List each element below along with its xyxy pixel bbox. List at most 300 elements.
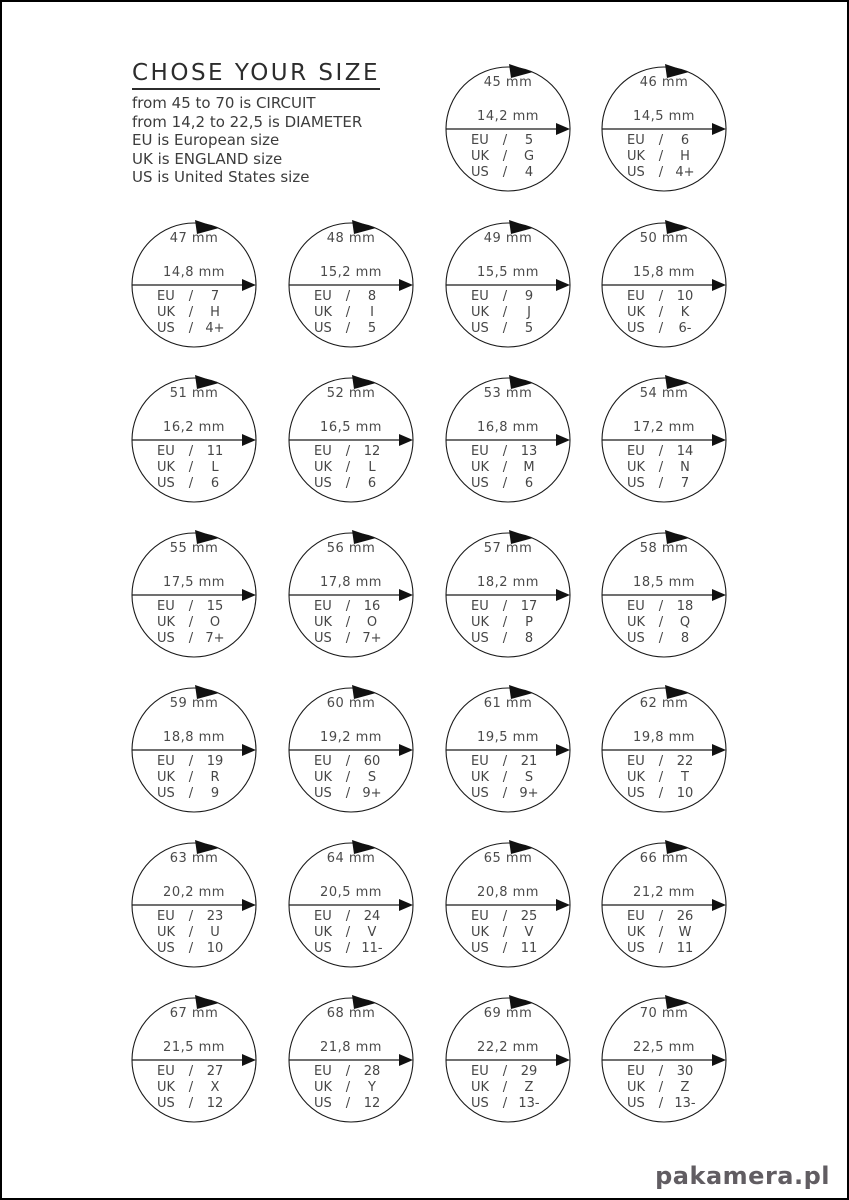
us-label: US (627, 476, 645, 491)
separator: / (188, 786, 194, 801)
size-row-us (129, 1096, 259, 1112)
size-row-uk (443, 925, 573, 941)
ring-54mm (599, 375, 729, 505)
uk-value: Q (679, 615, 691, 630)
separator: / (345, 444, 351, 459)
ring-size-lines (286, 599, 416, 647)
header-line-diameter: from 14,2 to 22,5 is DIAMETER (132, 112, 363, 131)
uk-value: P (525, 615, 533, 630)
ring-circumference-label: 50 mm (639, 231, 689, 246)
size-row-uk (286, 460, 416, 476)
us-value: 13- (518, 1096, 540, 1111)
ring-60mm (286, 685, 416, 815)
separator: / (345, 909, 351, 924)
size-row-eu (286, 909, 416, 925)
separator: / (188, 925, 194, 940)
uk-label: UK (157, 305, 176, 320)
us-label: US (314, 786, 332, 801)
eu-value: 23 (206, 909, 224, 924)
ring-diameter-label: 18,8 mm (163, 730, 225, 745)
size-row-uk (286, 770, 416, 786)
ring-53mm (443, 375, 573, 505)
uk-label: UK (627, 925, 646, 940)
ring-50mm (599, 220, 729, 350)
uk-label: UK (157, 1080, 176, 1095)
size-row-us (443, 1096, 573, 1112)
size-row-us (599, 476, 729, 492)
us-value: 6 (367, 476, 377, 491)
ring-diameter-label: 22,5 mm (633, 1040, 695, 1055)
eu-value: 27 (206, 1064, 224, 1079)
ring-circumference-label: 56 mm (326, 541, 376, 556)
ring-diameter-label: 19,5 mm (477, 730, 539, 745)
size-row-us (286, 1096, 416, 1112)
size-row-uk (129, 770, 259, 786)
ring-diameter-label: 22,2 mm (477, 1040, 539, 1055)
ring-circumference-label: 46 mm (639, 75, 689, 90)
size-row-eu (443, 754, 573, 770)
size-row-uk (443, 305, 573, 321)
eu-label: EU (471, 754, 489, 769)
size-row-uk (599, 305, 729, 321)
ring-diameter-label: 21,5 mm (163, 1040, 225, 1055)
size-row-uk (599, 460, 729, 476)
us-value: 12 (363, 1096, 381, 1111)
eu-value: 29 (520, 1064, 538, 1079)
ring-size-lines (286, 909, 416, 957)
size-row-eu (129, 1064, 259, 1080)
separator: / (345, 1080, 351, 1095)
us-value: 9+ (362, 786, 382, 801)
size-row-uk (129, 925, 259, 941)
separator: / (188, 941, 194, 956)
us-label: US (471, 631, 489, 646)
size-row-eu (443, 133, 573, 149)
ring-diameter-label: 20,2 mm (163, 885, 225, 900)
size-row-eu (286, 754, 416, 770)
size-row-us (599, 165, 729, 181)
header-line-eu: EU is European size (132, 131, 280, 149)
eu-value: 25 (520, 909, 538, 924)
size-row-us (599, 321, 729, 337)
ring-diameter-label: 18,5 mm (633, 575, 695, 590)
eu-label: EU (471, 444, 489, 459)
size-row-us (129, 321, 259, 337)
us-value: 12 (206, 1096, 224, 1111)
separator: / (502, 305, 508, 320)
ring-size-lines (286, 1064, 416, 1112)
separator: / (658, 460, 664, 475)
ring-55mm (129, 530, 259, 660)
ring-diameter-label: 18,2 mm (477, 575, 539, 590)
uk-label: UK (314, 305, 333, 320)
uk-value: O (209, 615, 221, 630)
us-value: 4+ (205, 321, 225, 336)
uk-value: X (210, 1080, 220, 1095)
size-row-us (129, 631, 259, 647)
size-row-us (443, 321, 573, 337)
ring-diameter-label: 14,5 mm (633, 109, 695, 124)
separator: / (502, 165, 508, 180)
uk-label: UK (627, 149, 646, 164)
ring-circumference-label: 59 mm (169, 696, 219, 711)
ring-circumference-label: 68 mm (326, 1006, 376, 1021)
ring-circumference-label: 58 mm (639, 541, 689, 556)
ring-circumference-label: 66 mm (639, 851, 689, 866)
ring-size-lines (443, 444, 573, 492)
uk-value: J (527, 305, 531, 320)
separator: / (345, 770, 351, 785)
uk-value: G (523, 149, 535, 164)
size-row-us (599, 786, 729, 802)
eu-value: 24 (363, 909, 381, 924)
ring-circumference-label: 67 mm (169, 1006, 219, 1021)
ring-67mm (129, 995, 259, 1125)
size-row-eu (129, 444, 259, 460)
size-row-us (443, 941, 573, 957)
size-row-us (599, 631, 729, 647)
ring-56mm (286, 530, 416, 660)
eu-label: EU (157, 1064, 175, 1079)
us-label: US (157, 631, 175, 646)
size-row-eu (443, 444, 573, 460)
uk-label: UK (627, 460, 646, 475)
size-row-eu (286, 1064, 416, 1080)
size-row-eu (443, 599, 573, 615)
separator: / (502, 599, 508, 614)
ring-48mm (286, 220, 416, 350)
uk-label: UK (471, 615, 490, 630)
ring-size-lines (129, 289, 259, 337)
separator: / (188, 460, 194, 475)
separator: / (502, 149, 508, 164)
size-row-eu (129, 599, 259, 615)
size-row-uk (599, 615, 729, 631)
separator: / (188, 615, 194, 630)
separator: / (502, 754, 508, 769)
uk-label: UK (471, 149, 490, 164)
ring-diameter-label: 16,8 mm (477, 420, 539, 435)
separator: / (345, 615, 351, 630)
eu-value: 7 (210, 289, 220, 304)
separator: / (188, 1064, 194, 1079)
separator: / (188, 321, 194, 336)
eu-label: EU (157, 599, 175, 614)
size-row-eu (129, 754, 259, 770)
separator: / (345, 321, 351, 336)
chart-header (132, 60, 380, 187)
size-row-us (443, 476, 573, 492)
uk-value: Y (368, 1080, 376, 1095)
us-value: 9+ (519, 786, 539, 801)
separator: / (658, 941, 664, 956)
separator: / (345, 631, 351, 646)
eu-label: EU (314, 444, 332, 459)
us-label: US (157, 321, 175, 336)
ring-65mm (443, 840, 573, 970)
separator: / (658, 615, 664, 630)
uk-value: W (678, 925, 692, 940)
ring-size-lines (443, 1064, 573, 1112)
uk-label: UK (314, 925, 333, 940)
size-row-eu (599, 599, 729, 615)
separator: / (502, 909, 508, 924)
ring-49mm (443, 220, 573, 350)
size-row-uk (599, 149, 729, 165)
separator: / (188, 909, 194, 924)
ring-circumference-label: 64 mm (326, 851, 376, 866)
size-row-us (443, 631, 573, 647)
eu-value: 26 (676, 909, 694, 924)
ring-size-lines (286, 444, 416, 492)
separator: / (658, 1064, 664, 1079)
eu-label: EU (471, 1064, 489, 1079)
us-value: 5 (367, 321, 377, 336)
size-row-us (129, 941, 259, 957)
ring-size-lines (286, 754, 416, 802)
eu-value: 16 (363, 599, 381, 614)
us-label: US (627, 1096, 645, 1111)
ring-circumference-label: 60 mm (326, 696, 376, 711)
us-value: 5 (524, 321, 534, 336)
uk-label: UK (314, 770, 333, 785)
size-row-eu (599, 909, 729, 925)
eu-label: EU (627, 909, 645, 924)
separator: / (188, 289, 194, 304)
us-label: US (157, 1096, 175, 1111)
separator: / (188, 599, 194, 614)
separator: / (188, 1096, 194, 1111)
size-row-us (286, 321, 416, 337)
ring-diameter-label: 19,2 mm (320, 730, 382, 745)
eu-value: 10 (676, 289, 694, 304)
size-row-uk (129, 460, 259, 476)
us-label: US (471, 1096, 489, 1111)
ring-66mm (599, 840, 729, 970)
uk-value: S (524, 770, 534, 785)
size-row-uk (286, 305, 416, 321)
eu-value: 13 (520, 444, 538, 459)
separator: / (658, 786, 664, 801)
separator: / (345, 476, 351, 491)
eu-value: 19 (206, 754, 224, 769)
us-label: US (627, 321, 645, 336)
separator: / (345, 1096, 351, 1111)
us-value: 7 (680, 476, 690, 491)
ring-circumference-label: 69 mm (483, 1006, 533, 1021)
ring-diameter-label: 20,8 mm (477, 885, 539, 900)
uk-value: V (367, 925, 377, 940)
us-label: US (157, 786, 175, 801)
eu-label: EU (627, 289, 645, 304)
separator: / (502, 770, 508, 785)
ring-diameter-label: 17,8 mm (320, 575, 382, 590)
us-value: 10 (676, 786, 694, 801)
ring-diameter-label: 15,2 mm (320, 265, 382, 280)
separator: / (188, 305, 194, 320)
separator: / (345, 599, 351, 614)
ring-62mm (599, 685, 729, 815)
eu-value: 18 (676, 599, 694, 614)
size-row-eu (286, 444, 416, 460)
ring-circumference-label: 47 mm (169, 231, 219, 246)
eu-value: 22 (676, 754, 694, 769)
eu-value: 9 (524, 289, 534, 304)
us-label: US (471, 165, 489, 180)
eu-label: EU (627, 754, 645, 769)
us-label: US (471, 941, 489, 956)
uk-label: UK (627, 770, 646, 785)
ring-diameter-label: 19,8 mm (633, 730, 695, 745)
eu-label: EU (471, 133, 489, 148)
separator: / (658, 133, 664, 148)
ring-size-lines (599, 289, 729, 337)
separator: / (188, 476, 194, 491)
ring-circumference-label: 65 mm (483, 851, 533, 866)
uk-value: L (368, 460, 376, 475)
us-value: 6 (524, 476, 534, 491)
size-row-uk (443, 1080, 573, 1096)
eu-value: 14 (676, 444, 694, 459)
ring-diameter-label: 17,2 mm (633, 420, 695, 435)
uk-value: S (367, 770, 377, 785)
ring-diameter-label: 21,2 mm (633, 885, 695, 900)
eu-value: 60 (363, 754, 381, 769)
size-row-uk (599, 1080, 729, 1096)
ring-size-lines (286, 289, 416, 337)
us-label: US (627, 631, 645, 646)
separator: / (658, 1096, 664, 1111)
separator: / (658, 165, 664, 180)
us-value: 4 (524, 165, 534, 180)
separator: / (345, 289, 351, 304)
uk-label: UK (627, 615, 646, 630)
ring-diameter-label: 15,8 mm (633, 265, 695, 280)
uk-value: L (211, 460, 219, 475)
ring-51mm (129, 375, 259, 505)
us-label: US (471, 321, 489, 336)
eu-label: EU (157, 754, 175, 769)
size-row-uk (443, 770, 573, 786)
us-label: US (471, 786, 489, 801)
ring-46mm (599, 64, 729, 194)
ring-size-lines (443, 289, 573, 337)
separator: / (658, 149, 664, 164)
separator: / (502, 289, 508, 304)
size-row-us (599, 1096, 729, 1112)
ring-61mm (443, 685, 573, 815)
page-title: CHOSE YOUR SIZE (132, 60, 380, 90)
separator: / (658, 925, 664, 940)
uk-label: UK (627, 305, 646, 320)
separator: / (188, 444, 194, 459)
uk-value: U (210, 925, 220, 940)
eu-label: EU (627, 444, 645, 459)
ring-circumference-label: 51 mm (169, 386, 219, 401)
eu-value: 12 (363, 444, 381, 459)
separator: / (345, 925, 351, 940)
separator: / (502, 615, 508, 630)
header-line-us: US is United States size (132, 168, 310, 186)
ring-size-lines (129, 444, 259, 492)
size-row-eu (599, 289, 729, 305)
size-row-uk (129, 1080, 259, 1096)
separator: / (188, 770, 194, 785)
ring-45mm (443, 64, 573, 194)
uk-value: R (210, 770, 220, 785)
uk-value: K (680, 305, 690, 320)
uk-label: UK (314, 615, 333, 630)
us-label: US (627, 941, 645, 956)
separator: / (502, 941, 508, 956)
ring-circumference-label: 52 mm (326, 386, 376, 401)
ring-circumference-label: 55 mm (169, 541, 219, 556)
separator: / (188, 631, 194, 646)
size-row-uk (599, 770, 729, 786)
ring-diameter-label: 14,8 mm (163, 265, 225, 280)
separator: / (658, 289, 664, 304)
us-label: US (157, 941, 175, 956)
ring-size-lines (599, 599, 729, 647)
uk-label: UK (471, 305, 490, 320)
ring-size-lines (129, 1064, 259, 1112)
size-row-uk (599, 925, 729, 941)
us-value: 8 (524, 631, 534, 646)
size-row-us (286, 631, 416, 647)
ring-size-lines (129, 909, 259, 957)
uk-label: UK (471, 925, 490, 940)
ring-size-lines (599, 754, 729, 802)
size-row-eu (286, 599, 416, 615)
separator: / (345, 941, 351, 956)
separator: / (502, 1080, 508, 1095)
separator: / (658, 476, 664, 491)
separator: / (345, 754, 351, 769)
separator: / (345, 786, 351, 801)
us-value: 6- (678, 321, 692, 336)
separator: / (502, 925, 508, 940)
us-value: 7+ (205, 631, 225, 646)
us-value: 6 (210, 476, 220, 491)
ring-diameter-label: 20,5 mm (320, 885, 382, 900)
size-row-uk (286, 615, 416, 631)
ring-circumference-label: 63 mm (169, 851, 219, 866)
uk-label: UK (471, 460, 490, 475)
eu-label: EU (157, 444, 175, 459)
eu-label: EU (314, 599, 332, 614)
separator: / (345, 460, 351, 475)
size-row-us (286, 941, 416, 957)
eu-label: EU (157, 909, 175, 924)
size-row-eu (599, 1064, 729, 1080)
uk-label: UK (627, 1080, 646, 1095)
ring-circumference-label: 45 mm (483, 75, 533, 90)
size-row-eu (129, 909, 259, 925)
size-row-eu (443, 909, 573, 925)
size-row-uk (443, 615, 573, 631)
ring-diameter-label: 14,2 mm (477, 109, 539, 124)
ring-circumference-label: 61 mm (483, 696, 533, 711)
uk-label: UK (471, 770, 490, 785)
uk-value: O (366, 615, 378, 630)
eu-label: EU (471, 599, 489, 614)
ring-size-lines (129, 599, 259, 647)
ring-diameter-label: 15,5 mm (477, 265, 539, 280)
separator: / (658, 1080, 664, 1095)
ring-circumference-label: 57 mm (483, 541, 533, 556)
uk-value: V (524, 925, 534, 940)
eu-label: EU (157, 289, 175, 304)
